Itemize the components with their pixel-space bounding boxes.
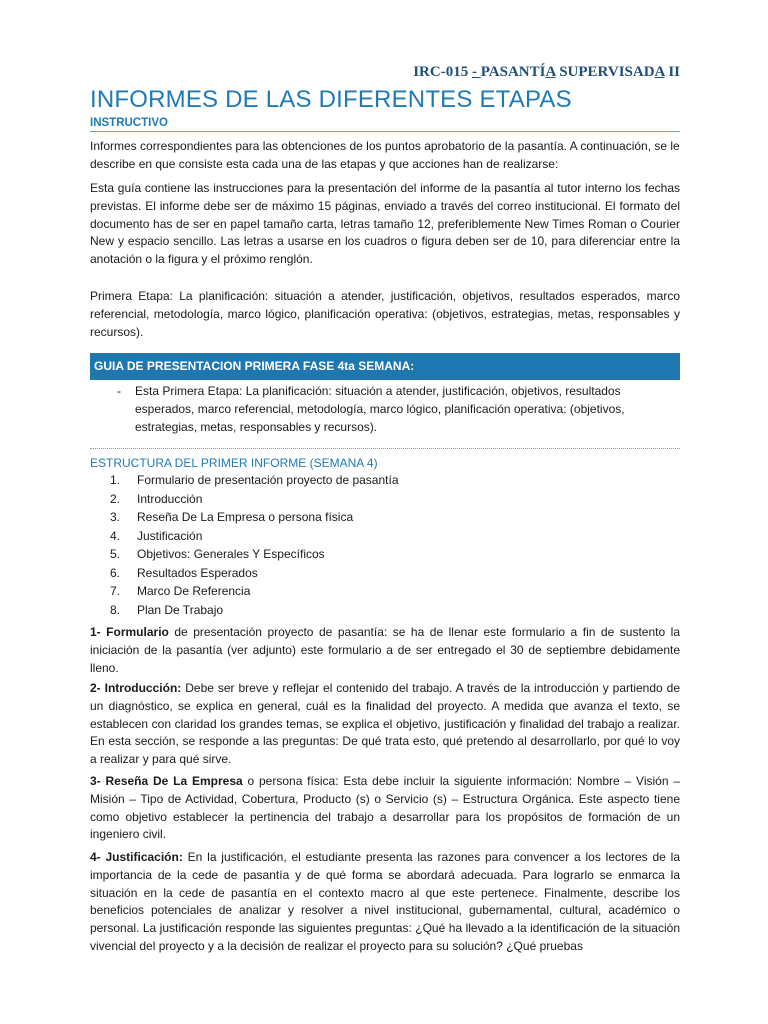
section-resena-text: o persona física: Esta debe incluir la siguiente información: Nombre – Visión – Misión – Tipo de Actividad, Cobertura, Producto (s) o Servicio (s) – Estructura Orgánica. Este aspecto tiene como objetivo establecer la pertinencia del trabajo a desarrollar para los propósitos de formación de un ingeniero civil.	[90, 774, 680, 842]
list-item	[90, 490, 680, 509]
page-title: INFORMES DE LAS DIFERENTES ETAPAS	[90, 86, 572, 113]
list-item-number: 5.	[110, 547, 121, 561]
section-resena	[90, 773, 680, 844]
section-banner	[90, 353, 680, 380]
list-item-text: Justificación	[137, 528, 203, 543]
list-item-text: Formulario de presentación proyecto de pasantía	[137, 473, 399, 487]
list-item-number: 4.	[110, 528, 121, 543]
course-word-2a: SUPERVISAD	[555, 64, 655, 80]
course-suffix: II	[664, 64, 680, 80]
list-item	[90, 545, 680, 564]
banner-text: GUIA DE PRESENTACION PRIMERA FASE 4ta SEMANA:	[94, 359, 415, 373]
course-word-2b: A	[654, 64, 665, 80]
list-item-number: 3.	[110, 510, 121, 524]
list-item	[90, 508, 680, 527]
list-item-number: 7.	[110, 584, 121, 598]
structure-list	[90, 471, 680, 619]
section-resena-label: 3- Reseña De La Empresa	[90, 774, 243, 788]
list-item-number: 1.	[110, 473, 121, 487]
section-introduccion-label: 2- Introducción:	[90, 681, 182, 695]
list-item	[90, 582, 680, 601]
list-item	[90, 564, 680, 583]
list-item-text: Objetivos: Generales Y Específicos	[137, 547, 325, 561]
course-word-1b: A	[545, 64, 556, 80]
section-justificacion-text: En la justificación, el estudiante presenta las razones para convencer a los lectores de la importancia de la cede de pasantía y de qué forma se abordará adecuada. Para lograrlo se enmarca la situación en la cede de pasantía en el contexto macro al que este pertenece. Finalmente, describe los beneficios potenciales de analizar y resolver a nivel institucional, gubernamental, cultural, académico o personal. La justificación responde las siguientes preguntas: ¿Qué ha llevado a la identificación de la situación vivencial del proyecto y a la decisión de realizar el proyecto para su solución? ¿Qué pruebas	[90, 850, 681, 953]
list-item	[90, 601, 680, 620]
page-subtitle: INSTRUCTIVO	[90, 117, 680, 132]
list-item-number: 6.	[110, 565, 121, 580]
list-item-text: Marco De Referencia	[137, 584, 251, 598]
course-prefix: IRC-015	[413, 64, 472, 80]
list-item-number: 2.	[110, 491, 121, 506]
section-formulario-label: 1- Formulario	[90, 625, 169, 639]
section-justificacion-label: 4- Justificación:	[90, 850, 183, 864]
list-item-text: Reseña De La Empresa o persona física	[137, 510, 354, 524]
list-item	[90, 527, 680, 546]
section-introduccion-text: Debe ser breve y reflejar el contenido del trabajo. A través de la introducción y partiendo de un diagnóstico, se explica en general, cuál es la finalidad del proyecto. A medida que avanza el texto, se establecen con claridad los grandes temas, se explica el objetivo, justificación y finalidad del trabajo a realizar. En esta sección, se responde a las preguntas: De qué trata esto, qué pretendo al desarrollarlo, por qué lo voy a realizar y para qué sirve.	[90, 681, 680, 767]
course-word-1a: PASANTÍ	[480, 64, 546, 80]
list-item-text: Resultados Esperados	[137, 565, 258, 580]
bullet-dash: -	[117, 384, 121, 398]
section-justificacion	[90, 849, 680, 956]
section-formulario-text: de presentación proyecto de pasantía: se ha de llenar este formulario a fin de sustento la iniciación de la pasantía (ver adjunto) este formulario a de ser entregado el 30 de septiembre debidamente lleno.	[90, 625, 680, 675]
structure-heading: ESTRUCTURA DEL PRIMER INFORME (SEMANA 4)	[90, 456, 378, 470]
intro-paragraph-1: Informes correspondientes para las obtenciones de los puntos aprobatorio de la pasantía. A continuación, se le describe en que consiste esta cada una de las etapas y que acciones han de realizarse:	[90, 139, 680, 171]
section-introduccion	[90, 680, 680, 769]
course-dash: -	[471, 64, 481, 80]
course-code	[385, 64, 680, 81]
list-item-text: Introducción	[137, 491, 203, 506]
section-formulario	[90, 624, 680, 677]
list-item	[90, 471, 680, 490]
list-item-text: Plan De Trabajo	[137, 602, 224, 617]
intro-paragraph-3: Primera Etapa: La planificación: situación a atender, justificación, objetivos, resultados esperados, marco referencial, metodología, marco lógico, planificación operativa: (objetivos, estrategias, metas, responsables y recursos).	[90, 289, 680, 339]
bullet-text: Esta Primera Etapa: La planificación: situación a atender, justificación, objetivos, resultados esperados, marco referencial, metodología, marco lógico, planificación operativa: (objetivos, estrategias, metas, responsables y recursos).	[135, 384, 625, 434]
list-item-number: 8.	[110, 602, 121, 617]
intro-paragraph-2: Esta guía contiene las instrucciones para la presentación del informe de la pasantía al tutor interno los fechas previstas. El informe debe ser de máximo 15 páginas, enviado a través del correo institucional. El formato del documento has de ser en papel tamaño carta, letras tamaño 12, preferiblemente New Times Roman o Courier New y espacio sencillo. Las letras a usarse en los cuadros o figura deben ser de 10, para diferenciar entre la anotación o la figura y el próximo renglón.	[90, 181, 680, 267]
dotted-divider	[90, 448, 680, 449]
